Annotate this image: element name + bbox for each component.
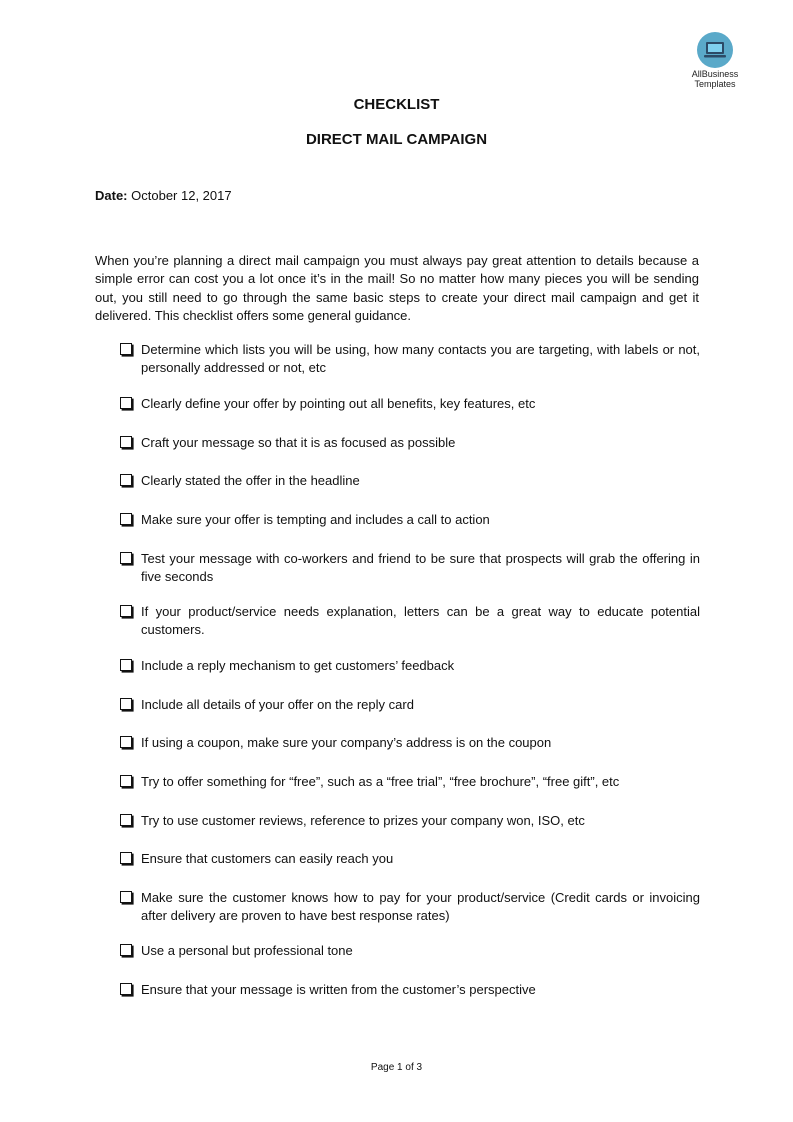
- checklist-item-text: Use a personal but professional tone: [141, 943, 353, 958]
- checklist-item: [120, 434, 700, 452]
- checklist-item: [120, 889, 700, 925]
- checkbox-icon[interactable]: [120, 775, 132, 787]
- checklist-item-text: Test your message with co-workers and friend to be sure that prospects will grab the offering in five seconds: [141, 551, 700, 584]
- intro-paragraph: When you’re planning a direct mail campaign you must always pay great attention to details because a simple error can cost you a lot once it’s in the mail! So no matter how many pieces you will be sending out, you still need to go through the same basic steps to create your direct mail campaign and get it delivered. This checklist offers some general guidance.: [95, 253, 699, 323]
- checklist-item-text: Try to use customer reviews, reference to prizes your company won, ISO, etc: [141, 813, 585, 828]
- checkbox-icon[interactable]: [120, 944, 132, 956]
- laptop-icon: [697, 32, 733, 68]
- date-value: October 12, 2017: [131, 188, 232, 203]
- checkbox-icon[interactable]: [120, 605, 132, 617]
- checklist-item: [120, 696, 700, 714]
- document-subtitle: DIRECT MAIL CAMPAIGN: [305, 131, 488, 148]
- checkbox-icon[interactable]: [120, 659, 132, 671]
- checklist-item: [120, 341, 700, 377]
- checklist-item: [120, 395, 700, 413]
- checklist-item-text: Include all details of your offer on the reply card: [141, 697, 414, 712]
- checklist-item-text: Craft your message so that it is as focused as possible: [141, 435, 456, 450]
- logo-text: [683, 69, 747, 89]
- date-line: [95, 188, 232, 203]
- document-title: CHECKLIST: [353, 96, 440, 113]
- checklist-item: [120, 981, 700, 999]
- date-label: Date:: [95, 188, 128, 203]
- checkbox-icon[interactable]: [120, 513, 132, 525]
- checkbox-icon[interactable]: [120, 736, 132, 748]
- checkbox-icon[interactable]: [120, 343, 132, 355]
- checklist-item-text: If your product/service needs explanation, letters can be a great way to educate potential customers.: [141, 604, 700, 637]
- checkbox-icon[interactable]: [120, 552, 132, 564]
- checkbox-icon[interactable]: [120, 814, 132, 826]
- checklist-item: [120, 812, 700, 830]
- checkbox-icon[interactable]: [120, 852, 132, 864]
- checklist-item: [120, 550, 700, 586]
- checklist-item-text: Clearly stated the offer in the headline: [141, 473, 360, 488]
- page-number: Page 1 of 3: [370, 1062, 423, 1073]
- checklist-item-text: Make sure the customer knows how to pay for your product/service (Credit cards or invoicing after delivery are proven to have best response rates): [141, 890, 700, 923]
- checkbox-icon[interactable]: [120, 983, 132, 995]
- checklist-item-text: Ensure that your message is written from the customer’s perspective: [141, 982, 536, 997]
- checklist-item-text: Include a reply mechanism to get customers’ feedback: [141, 658, 455, 673]
- checklist-item: [120, 850, 700, 868]
- checkbox-icon[interactable]: [120, 436, 132, 448]
- logo-line-2: Templates: [694, 79, 736, 89]
- checklist-item-text: Determine which lists you will be using, how many contacts you are targeting, with labels or not, personally addressed or not, etc: [141, 342, 700, 375]
- checklist-item-text: If using a coupon, make sure your company’s address is on the coupon: [141, 735, 552, 750]
- checklist-item-text: Ensure that customers can easily reach you: [141, 851, 394, 866]
- checkbox-icon[interactable]: [120, 474, 132, 486]
- checklist-item: [120, 942, 700, 960]
- checkbox-icon[interactable]: [120, 698, 132, 710]
- checklist-item: [120, 734, 700, 752]
- checklist-item-text: Make sure your offer is tempting and includes a call to action: [141, 512, 490, 527]
- checklist-item-text: Try to offer something for “free”, such as a “free trial”, “free brochure”, “free gift”, etc: [141, 774, 620, 789]
- checklist-item: [120, 472, 700, 490]
- logo-line-1: AllBusiness: [691, 69, 739, 79]
- checklist-item: [120, 511, 700, 529]
- checklist-item: [120, 657, 700, 675]
- company-logo: [683, 32, 747, 89]
- checklist-item-text: Clearly define your offer by pointing out all benefits, key features, etc: [141, 396, 536, 411]
- checklist-item: [120, 773, 700, 791]
- checklist-item: [120, 603, 700, 639]
- checkbox-icon[interactable]: [120, 397, 132, 409]
- checkbox-icon[interactable]: [120, 891, 132, 903]
